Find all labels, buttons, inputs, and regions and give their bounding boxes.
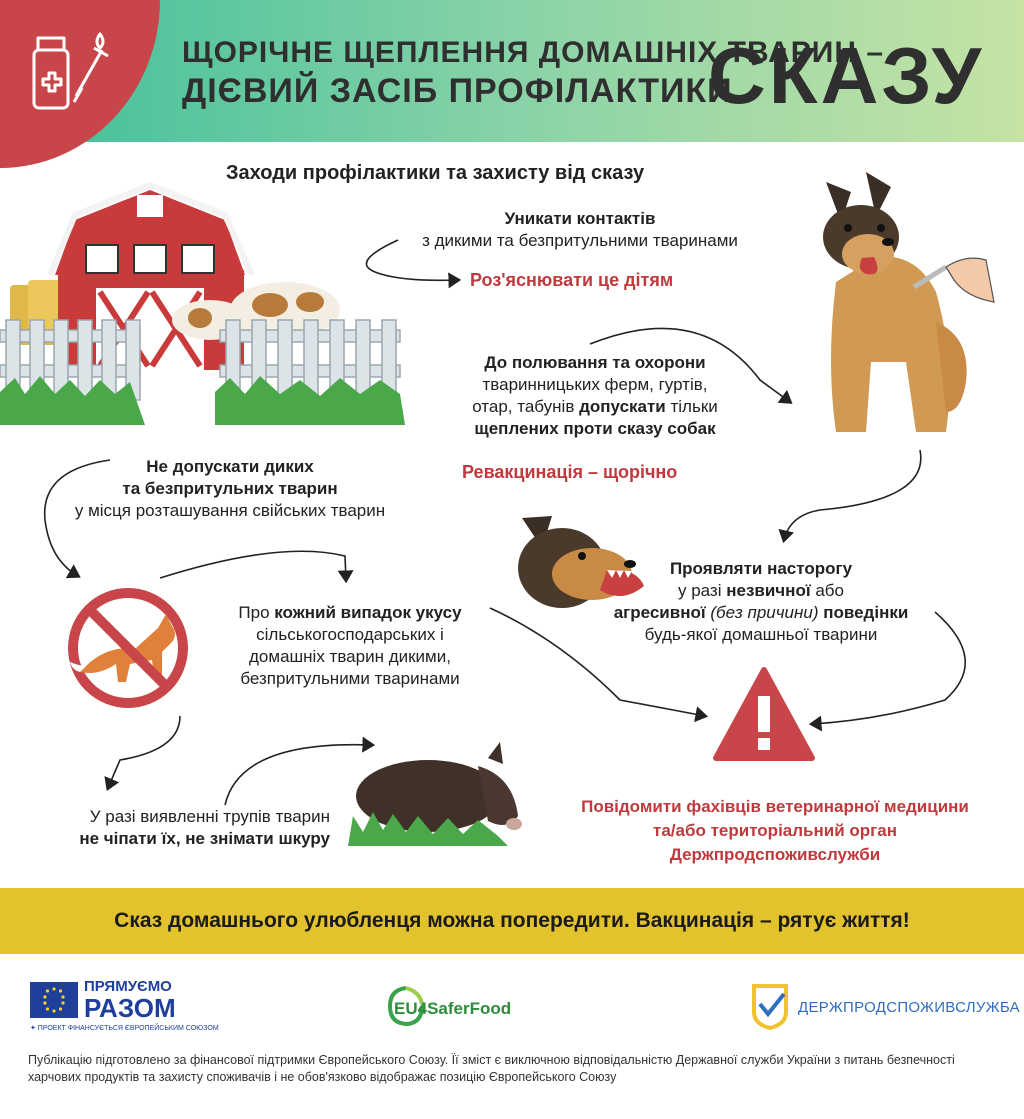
caution-line-3c: поведінки [823, 603, 909, 622]
hunting-block [430, 352, 760, 440]
bite-line-2: сільськогосподарських і [256, 625, 444, 644]
report-line-1: Повідомити фахівців ветеринарної медицини [581, 797, 969, 816]
caution-line-2a: у разі [677, 581, 727, 600]
bite-line-3: домашніх тварин дикими, [249, 647, 451, 666]
bite-line-1a: Про [238, 603, 275, 622]
no-fox-icon [66, 586, 190, 710]
avoid-text: з дикими та безпритульними тваринами [422, 231, 738, 250]
report-line-2: та/або територіальний орган [653, 821, 897, 840]
caution-block [586, 558, 936, 646]
corpse-line-2: не чіпати їх, не знімати шкуру [79, 829, 330, 848]
eu-logo-small: ✦ ПРОЕКТ ФІНАНСУЄТЬСЯ ЄВРОПЕЙСЬКИМ СОЮЗОМ [30, 1025, 219, 1032]
hunting-line-4: щеплених проти сказу собак [474, 419, 716, 438]
dps-logo [750, 982, 790, 1030]
dog-illustration [796, 162, 996, 447]
bite-line-1b: кожний випадок укусу [274, 603, 462, 622]
wild-line-3: у місця розташування свійських тварин [74, 501, 386, 520]
wild-line-1: Не допускати диких [146, 457, 314, 476]
corpse-line-1: У разі виявленні трупів тварин [89, 807, 330, 826]
corpse-block [20, 806, 330, 850]
revaccination: Ревакцинація – щорічно [462, 462, 678, 482]
wild-animals-block [40, 456, 420, 522]
title-big: СКАЗУ [708, 31, 985, 120]
hunting-line-3 [430, 396, 760, 418]
eu-logo-line1: ПРЯМУЄМО [84, 978, 172, 995]
report-line-3: Держпродспоживслужби [669, 845, 881, 864]
warning-icon [712, 666, 816, 762]
hunting-line-2: тваринницьких ферм, гуртів, [482, 375, 708, 394]
caution-line-3 [586, 602, 936, 624]
caution-line-1: Проявляти насторогу [669, 559, 853, 578]
eu-flag-icon [30, 982, 78, 1018]
caution-line-2 [586, 580, 936, 602]
section-title: Заходи профілактики та захисту від сказу [226, 162, 645, 184]
hunting-line-3a: отар, табунів [472, 397, 580, 416]
explain-to-children: Роз'яснювати це дітям [470, 270, 674, 290]
hunting-line-1: До полювання та охорони [484, 353, 706, 372]
eu-logo-line2: РАЗОМ [84, 993, 176, 1023]
dps-text: ДЕРЖПРОДСПОЖИВСЛУЖБА [798, 999, 1020, 1016]
avoid-title: Уникати контактів [504, 209, 656, 228]
hunting-line-3c: тільки [665, 397, 718, 416]
bite-line-4: безпритульними тваринами [240, 669, 460, 688]
caution-line-3b: (без причини) [705, 603, 824, 622]
wild-line-2: та безпритульних тварин [122, 479, 338, 498]
report-block [540, 795, 1010, 867]
bite-line-1 [200, 602, 500, 624]
banner-text: Сказ домашнього улюбленця можна попередити. Вакцинація – рятує життя! [114, 909, 910, 932]
hunting-line-3b: допускати [579, 397, 666, 416]
caution-line-2b: незвичної [726, 581, 811, 600]
boar-illustration [348, 736, 528, 846]
eu4saferfood-text: EU4SaferFood [394, 999, 512, 1018]
bite-block [200, 602, 500, 690]
caution-line-2c: або [810, 581, 844, 600]
title-line-2: ДІЄВИЙ ЗАСІБ ПРОФІЛАКТИКИ [182, 72, 733, 110]
caution-line-4: будь-якої домашньої тварини [644, 625, 878, 644]
caution-line-3a: агресивної [613, 603, 706, 622]
footer-disclaimer: Публікацію підготовлено за фінансової підтримки Європейського Союзу. Її зміст є виключною відповідальністю Державної служби України з питань безпечності харчових продуктів та захисту споживачів і не обов'язково відображає позицію Європейського Союзу [28, 1053, 955, 1084]
title-line-1: ЩОРІЧНЕ ЩЕПЛЕННЯ ДОМАШНІХ ТВАРИН – [182, 36, 885, 69]
